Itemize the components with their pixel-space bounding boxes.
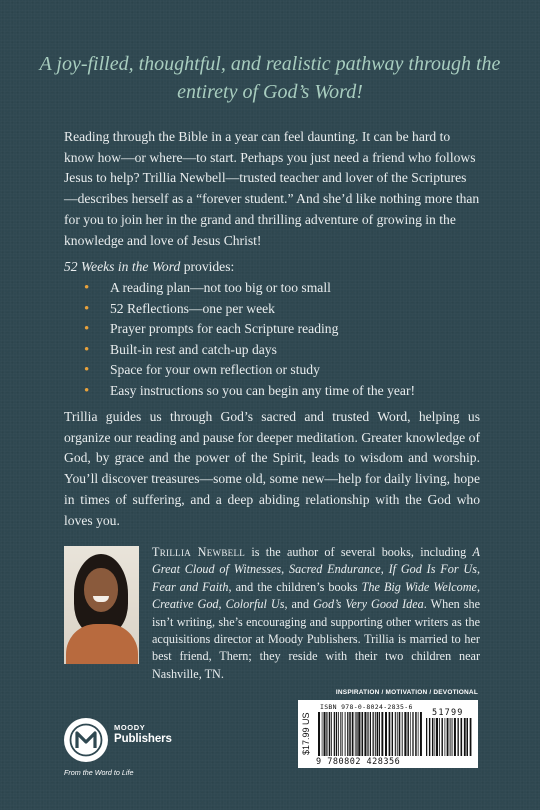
bio-text: , <box>476 562 481 577</box>
list-item: • A reading plan—not too big or too small <box>84 278 484 299</box>
photo-shoulders <box>66 624 138 664</box>
publisher-logo <box>64 714 189 777</box>
addon-barcode <box>426 718 472 764</box>
author-photo <box>64 546 139 664</box>
bio-book-title: Fear and Faith <box>152 579 229 594</box>
closing-paragraph: Trillia guides us through God’s sacred and trusted Word, helping us organize our reading and pause for deeper meditation. Greater knowledge of God, by grace and the power of the Spirit, leads to wisdom and worship. You’ll discover treasures—some old, some new—help for daily living, hope in times of suffering, and a deep abiding relationship with the God who loves you. <box>64 409 480 528</box>
moody-logo-icon <box>64 718 108 762</box>
bio-text: is the author of several books, including <box>245 545 473 559</box>
bio-text: , and <box>284 597 314 612</box>
bio-text: . When she isn’t writing, she’s encouraging and supporting other writers as the acquisitions director at Moody Publishers. Trillia is married to her best friend, Thern; they reside with their two children near Nashville, TN. <box>152 597 480 681</box>
features-intro-suffix: provides: <box>180 259 235 274</box>
category-label: INSPIRATION / MOTIVATION / DEVOTIONAL <box>335 689 478 696</box>
list-item: • Space for your own reflection or study <box>84 360 484 381</box>
publisher-motto: From the Word to Life <box>64 768 134 777</box>
book-title: 52 Weeks in the Word <box>64 259 181 274</box>
price-label: $17.99 US <box>301 712 311 756</box>
addon-number: 51799 <box>432 708 464 718</box>
features-intro <box>64 257 480 278</box>
bio-book-title: The Big Wide Welcome <box>361 579 477 594</box>
tagline: A joy-filled, thoughtful, and realistic pathway through the entirety of God’s Word! <box>39 53 501 103</box>
photo-face <box>84 568 118 612</box>
features-list <box>84 278 484 402</box>
author-name: Trillia Newbell <box>152 545 246 559</box>
bio-book-title: A Great Cloud of Witnesses <box>152 545 480 577</box>
list-item: • Easy instructions so you can begin any time of the year! <box>84 381 484 402</box>
bio-text: , <box>380 562 389 577</box>
list-item: • 52 Reflections—one per week <box>84 299 484 320</box>
bio-text: , <box>281 562 290 577</box>
author-bio <box>152 544 480 683</box>
bio-book-title: God’s Very Good Idea <box>313 597 424 612</box>
list-item: • Built-in rest and catch-up days <box>84 340 484 361</box>
barcode-panel <box>298 700 478 768</box>
publisher-subname: Publishers <box>114 733 172 745</box>
publisher-name: MOODY <box>114 723 146 732</box>
bio-book-title: Sacred Endurance <box>289 562 381 577</box>
list-item: • Prayer prompts for each Scripture reading <box>84 319 484 340</box>
bio-text: , <box>476 579 480 594</box>
bio-book-title: Creative God, Colorful Us <box>152 597 285 612</box>
ean-barcode <box>318 712 422 756</box>
bio-book-title: If God Is For Us <box>388 562 477 577</box>
intro-paragraph: Reading through the Bible in a year can feel daunting. It can be hard to know how—or where—to start. Perhaps you just need a friend who follows Jesus to help? Trillia Newbell—trusted teacher and lover of the Scriptures—describes herself as a “forever student.” And she’d like nothing more than for you to join her in the grand and thrilling adventure of growing in the knowledge and love of Jesus Christ! <box>64 129 480 248</box>
isbn-label: ISBN 978-0-8024-2835-6 <box>320 703 413 711</box>
bio-text: , and the children’s books <box>228 579 362 594</box>
ean-number: 9 780802 428356 <box>316 757 401 767</box>
